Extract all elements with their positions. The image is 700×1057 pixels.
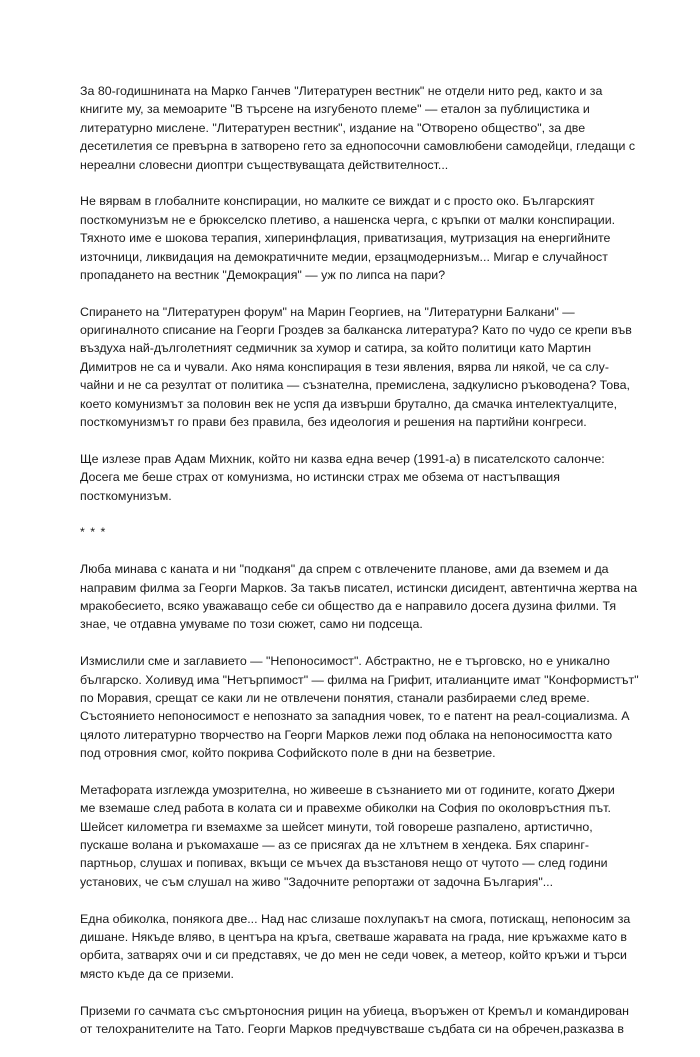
text-line: пускаше волана и ръкомахаше — аз се присягах да не хлътнем в хендека. Бях спаринг-: [80, 838, 589, 853]
paragraph: [80, 652, 639, 762]
text-line: нереални словесни диоптри съществуващата действителност...: [80, 157, 449, 172]
text-line: чайни и не са резултат от политика — съзнателна, премислена, задкулисно ръководена? Това,: [80, 378, 630, 393]
section-separator: * * *: [80, 525, 107, 540]
text-line: ме вземаше след работа в колата си и правехме обиколки на София по околовръстния път.: [80, 801, 611, 816]
text-line: по Моравия, срещат се каки ли не отвлечени понятия, станали разбираеми след време.: [80, 690, 590, 705]
text-line: цялото литературно творчество на Георги Марков лежи под облака на непоносимостта като: [80, 727, 613, 742]
text-line: За 80-годишнината на Марко Ганчев "Литературен вестник" не отдели нито ред, както и за: [80, 84, 603, 98]
text-line: установих, че съм слушал на живо "Задочните репортажи от задочна България"...: [80, 874, 554, 889]
text-line: мракобесието, всяко уважаващо себе си общество да е направило досега дузина филми. Тя: [80, 598, 617, 613]
paragraph: [80, 82, 636, 174]
text-line: посткомунизъм не е брюкселско плетиво, а нашенска черга, с кръпки от малки конспирации.: [80, 212, 616, 227]
text-line: Люба минава с каната и ни "подканя" да спрем с отвлечените планове, ами да вземем и да: [80, 562, 609, 577]
text-line: под отровния смог, който покрива Софийското поле в дни на безветрие.: [80, 746, 496, 761]
text-line: посткомунизмът го прави без правила, без идеология и решения на партийни конгреси.: [80, 415, 587, 430]
text-line: книгите му, за мемоарите "В търсене на изгубеното племе" — еталон за публицистика и: [80, 102, 590, 117]
document-body: [80, 82, 639, 1057]
text-line: място къде да се приземи.: [80, 966, 234, 981]
paragraph: [80, 303, 632, 432]
text-line: дишане. Някъде вляво, в центъра на кръга, светваше жаравата на града, ние кръжахме като в: [80, 929, 627, 944]
text-line: десетилетия се превърна в затворено гето за еднопосочни самовлюбени самодейци, гледащи с: [80, 139, 636, 154]
text-line: Метафората изглежда умозрителна, но живееше в съзнанието ми от годините, когато Джери: [80, 782, 615, 797]
text-line: Състоянието непоносимост е непознато за западния човек, то е патент на реал-социализма. А: [80, 709, 630, 724]
text-line: направим филма за Георги Марков. За такъв писател, истински дисидент, автентична жертва на: [80, 580, 638, 595]
text-line: въздуха най-дълголетният седмичник за хумор и сатира, за който политици като Мартин: [80, 341, 592, 356]
paragraph: [80, 560, 638, 634]
text-line: източници, ликвидация на демократичните медии, ерзацмодернизъм... Мигар е случайност: [80, 249, 608, 264]
text-line: Не вярвам в глобалните конспирации, но малките се виждат и с просто око. Българският: [80, 194, 595, 209]
text-line: Досега ме беше страх от комунизма, но истински страх ме обзема от настъпващия: [80, 470, 560, 485]
text-line: посткомунизъм.: [80, 488, 172, 503]
text-line: Измислили сме и заглавието — "Непоносимост". Абстрактно, не е търговско, но е уникално: [80, 654, 610, 669]
text-line: орбита, затварях очи и си представях, че до мен не седи човек, а метеор, който кръжи и търси: [80, 948, 627, 963]
text-line: което комунизмът за половин век не успя да извърши брутално, да смачка интелектуалците,: [80, 396, 618, 411]
text-line: партньор, слушах и попивах, вкъщи се мъчех да възстановя нещо от чутото — след години: [80, 856, 608, 871]
text-line: оригиналното списание на Георги Гроздев за балканска литература? Като по чудо се крепи във: [80, 323, 632, 338]
text-line: от телохранителите на Тато. Георги Марков предчувстваше съдбата си на обречен,разказва в: [80, 1021, 624, 1036]
text-line: Шейсет километра ги вземахме за шейсет минути, той говореше разпалено, артистично,: [80, 819, 593, 834]
text-line: Една обиколка, понякога две... Над нас слизаше похлупакът на смога, потискащ, непоносим за: [80, 911, 631, 926]
text-line: Тяхното име е шокова терапия, хиперинфлация, приватизация, мутризация на енергийните: [80, 231, 611, 246]
paragraph: [80, 910, 631, 984]
paragraph: [80, 1002, 629, 1039]
text-line: знае, че отдавна умуваме по този сюжет, само ни подсеща.: [80, 617, 423, 632]
text-line: Приземи го сачмата със смъртоносния рицин на убиеца, въоръжен от Кремъл и командирован: [80, 1003, 629, 1018]
paragraph: [80, 450, 625, 505]
text-line: Ще излезе прав Адам Михник, който ни казва една вечер (1991-а) в писателското салонче:: [80, 451, 605, 466]
paragraph: [80, 192, 625, 284]
text-line: пропадането на вестник "Демокрация" — уж по липса на пари?: [80, 267, 446, 282]
text-line: литературно мислене. "Литературен вестник", издание на "Отворено общество", за две: [80, 120, 586, 135]
text-line: Спирането на "Литературен форум" на Марин Георгиев, на "Литературни Балкани" —: [80, 304, 575, 319]
text-line: българско. Холивуд има "Нетърпимост" — филма на Грифит, италианците имат "Конформистът": [80, 672, 639, 687]
paragraph: [80, 781, 625, 891]
text-line: Димитров не са и чували. Ако няма конспирация в тези явления, вярва ли някой, че са слу-: [80, 359, 609, 374]
